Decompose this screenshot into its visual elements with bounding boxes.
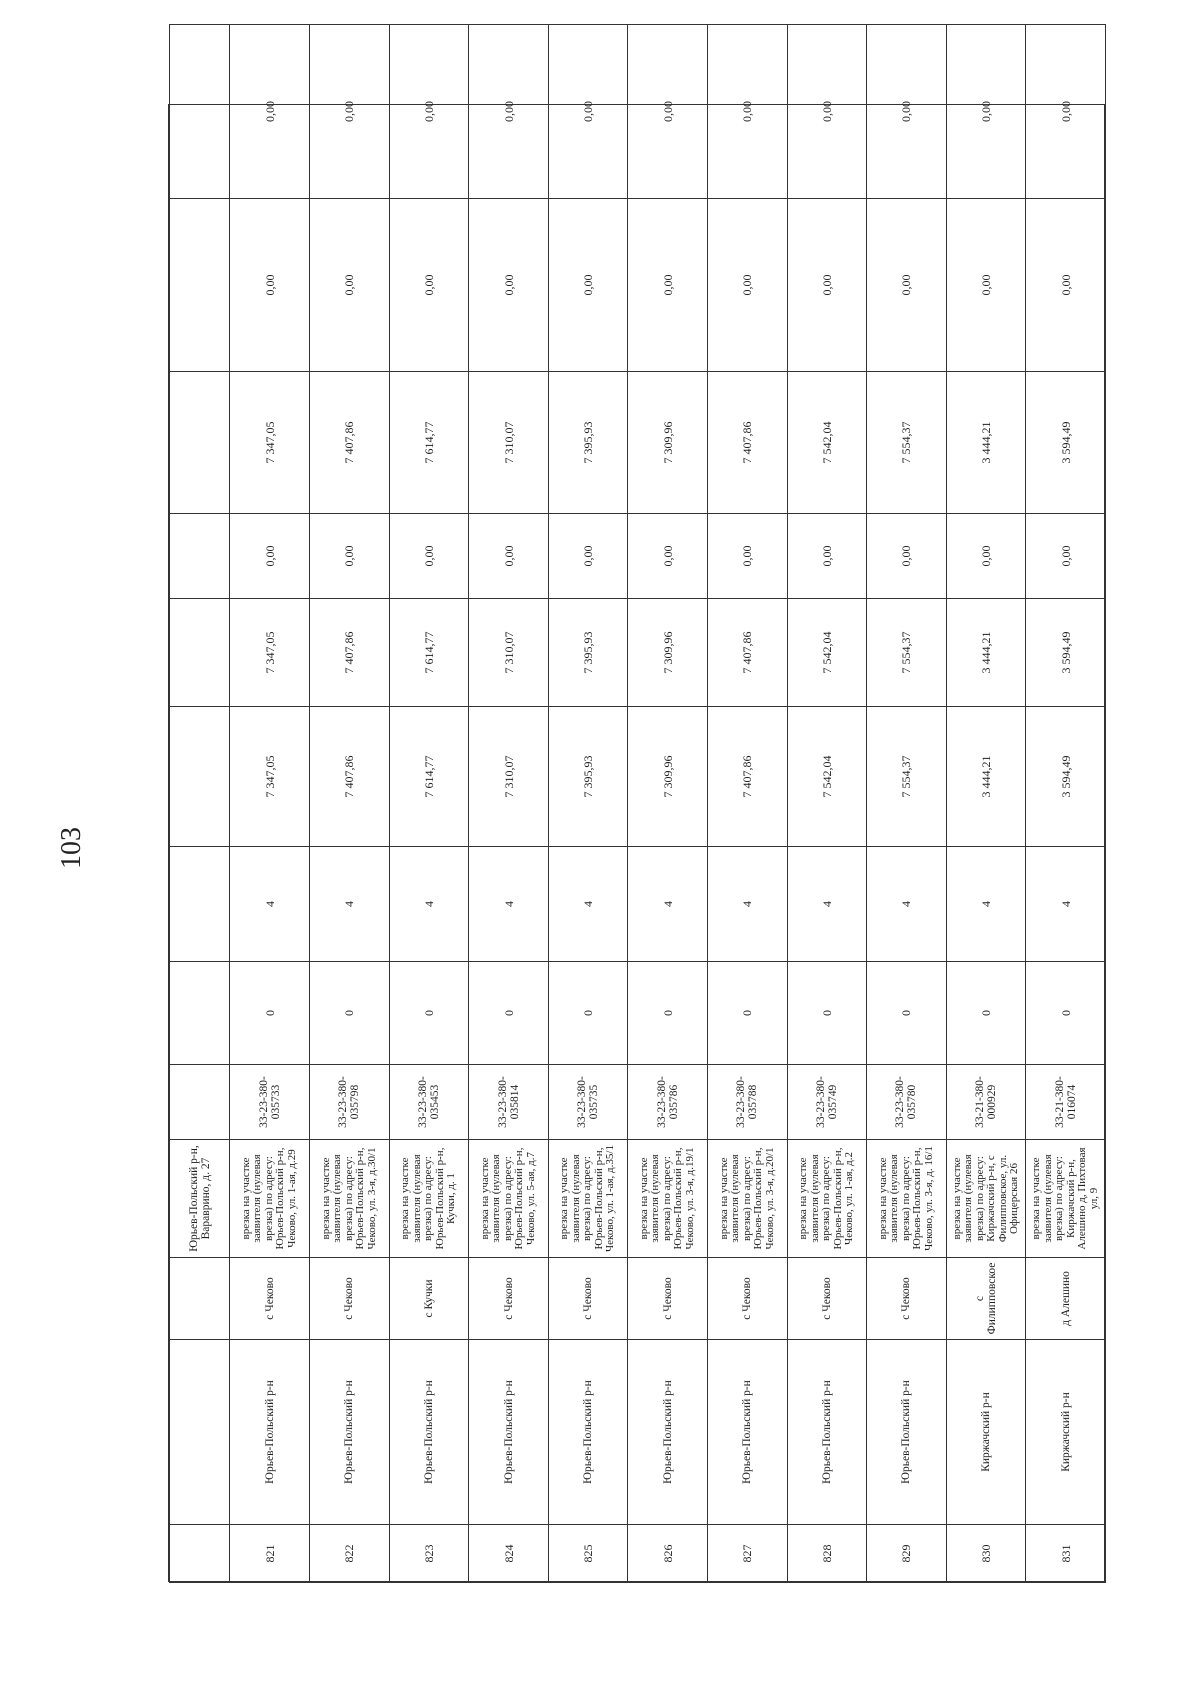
amount-cell: 0,00 <box>310 199 390 372</box>
value-cell: 0 <box>628 962 708 1065</box>
district-cell: Юрьев-Польский р-н <box>628 1340 708 1525</box>
value-cell: 4 <box>787 847 867 962</box>
table-row <box>946 25 1026 1583</box>
settlement-cell: с Чеково <box>310 1258 390 1340</box>
cadastral-number-cell: 33-23-380-035814 <box>469 1065 549 1140</box>
row-number-cell: 831 <box>1026 1525 1106 1583</box>
amount-cell: 7 554,37 <box>867 599 947 707</box>
header-cell <box>170 847 230 962</box>
address-cell: врезка на участке заявителя (нулевая врезка) по адресу: Юрьев-Польский р-н, Чеково, ул. 1-ая, д.2 <box>787 1140 867 1258</box>
cadastral-number-cell: 33-21-380-016074 <box>1026 1065 1106 1140</box>
address-cell: врезка на участке заявителя (нулевая врезка) по адресу: Юрьев-Польский р-н, Чеково, ул. 1-ая, д.35/1 <box>548 1140 628 1258</box>
settlement-cell: с Чеково <box>548 1258 628 1340</box>
amount-cell: 7 407,86 <box>310 707 390 847</box>
value-cell: 0 <box>548 962 628 1065</box>
amount-cell: 0,00 <box>389 514 469 599</box>
settlement-cell: с Филипповское <box>946 1258 1026 1340</box>
value-cell: 4 <box>946 847 1026 962</box>
rotated-table-wrapper <box>169 101 1106 1583</box>
cadastral-number-cell: 33-21-380-000929 <box>946 1065 1026 1140</box>
amount-cell: 0,00 <box>548 514 628 599</box>
amount-cell: 0,00 <box>389 25 469 199</box>
value-cell: 4 <box>708 847 788 962</box>
value-cell: 4 <box>230 847 310 962</box>
table-row <box>548 25 628 1583</box>
amount-cell: 0,00 <box>469 514 549 599</box>
amount-cell: 0,00 <box>708 25 788 199</box>
header-cell <box>170 1065 230 1140</box>
cadastral-number-cell: 33-23-380-035453 <box>389 1065 469 1140</box>
amount-cell: 7 395,93 <box>548 599 628 707</box>
row-number-cell: 826 <box>628 1525 708 1583</box>
amount-cell: 3 594,49 <box>1026 599 1106 707</box>
amount-cell: 0,00 <box>548 199 628 372</box>
value-cell: 0 <box>230 962 310 1065</box>
table-row <box>389 25 469 1583</box>
amount-cell: 0,00 <box>708 199 788 372</box>
district-cell: Юрьев-Польский р-н <box>389 1340 469 1525</box>
amount-cell: 7 309,96 <box>628 599 708 707</box>
row-number-cell: 822 <box>310 1525 390 1583</box>
district-cell: Юрьев-Польский р-н <box>708 1340 788 1525</box>
amount-cell: 7 395,93 <box>548 707 628 847</box>
amount-cell: 0,00 <box>1026 199 1106 372</box>
cadastral-number-cell: 33-23-380-035786 <box>628 1065 708 1140</box>
address-cell: врезка на участке заявителя (нулевая врезка) по адресу: Юрьев-Польский р-н, Чеково, ул. 3-я, д.20/1 <box>708 1140 788 1258</box>
district-cell: Киржачский р-н <box>1026 1340 1106 1525</box>
header-cell <box>170 199 230 372</box>
header-cell <box>170 25 230 199</box>
amount-cell: 7 347,05 <box>230 599 310 707</box>
district-cell: Юрьев-Польский р-н <box>230 1340 310 1525</box>
district-cell: Юрьев-Польский р-н <box>310 1340 390 1525</box>
amount-cell: 3 444,21 <box>946 707 1026 847</box>
value-cell: 0 <box>310 962 390 1065</box>
address-cell: врезка на участке заявителя (нулевая врезка) по адресу: Юрьев-Польский р-н, Чеково, ул. 5-ая, д.7 <box>469 1140 549 1258</box>
value-cell: 4 <box>469 847 549 962</box>
amount-cell: 0,00 <box>787 199 867 372</box>
amount-cell: 7 310,07 <box>469 372 549 514</box>
row-number-cell: 824 <box>469 1525 549 1583</box>
address-cell: врезка на участке заявителя (нулевая врезка) по адресу: Киржачский р-н, с Филипповское, ул. Офицерская 26 <box>946 1140 1026 1258</box>
amount-cell: 7 310,07 <box>469 599 549 707</box>
header-cell <box>170 1340 230 1525</box>
settlement-cell: с Кучки <box>389 1258 469 1340</box>
value-cell: 4 <box>310 847 390 962</box>
address-cell: врезка на участке заявителя (нулевая врезка) по адресу: Юрьев-Польский р-н, Чеково, ул. 1-ая, д.29 <box>230 1140 310 1258</box>
table-row <box>1026 25 1106 1583</box>
amount-cell: 7 347,05 <box>230 372 310 514</box>
amount-cell: 0,00 <box>628 514 708 599</box>
table-row <box>230 25 310 1583</box>
value-cell: 0 <box>389 962 469 1065</box>
district-cell: Юрьев-Польский р-н <box>548 1340 628 1525</box>
amount-cell: 0,00 <box>389 199 469 372</box>
settlement-cell: д Алешино <box>1026 1258 1106 1340</box>
cadastral-number-cell: 33-23-380-035780 <box>867 1065 947 1140</box>
value-cell: 4 <box>389 847 469 962</box>
amount-cell: 7 542,04 <box>787 372 867 514</box>
row-number-cell: 823 <box>389 1525 469 1583</box>
cadastral-number-cell: 33-23-380-035749 <box>787 1065 867 1140</box>
header-cell <box>170 372 230 514</box>
page-number: 103 <box>56 827 87 869</box>
address-cell: врезка на участке заявителя (нулевая врезка) по адресу: Киржачский р-н, Алешино д, Пихтовая ул, 9 <box>1026 1140 1106 1258</box>
district-cell: Юрьев-Польский р-н <box>787 1340 867 1525</box>
amount-cell: 0,00 <box>469 25 549 199</box>
amount-cell: 7 407,86 <box>708 372 788 514</box>
value-cell: 0 <box>867 962 947 1065</box>
row-number-cell: 829 <box>867 1525 947 1583</box>
district-cell: Юрьев-Польский р-н <box>469 1340 549 1525</box>
settlement-cell: с Чеково <box>787 1258 867 1340</box>
settlement-cell: с Чеково <box>867 1258 947 1340</box>
amount-cell: 7 614,77 <box>389 372 469 514</box>
amount-cell: 7 407,86 <box>310 372 390 514</box>
amount-cell: 7 614,77 <box>389 599 469 707</box>
value-cell: 4 <box>628 847 708 962</box>
document-sheet <box>168 101 1105 1582</box>
amount-cell: 7 614,77 <box>389 707 469 847</box>
amount-cell: 0,00 <box>469 199 549 372</box>
value-cell: 0 <box>946 962 1026 1065</box>
amount-cell: 3 444,21 <box>946 372 1026 514</box>
amount-cell: 0,00 <box>867 514 947 599</box>
amount-cell: 0,00 <box>867 25 947 199</box>
amount-cell: 0,00 <box>946 25 1026 199</box>
value-cell: 0 <box>1026 962 1106 1065</box>
amount-cell: 0,00 <box>628 199 708 372</box>
value-cell: 4 <box>548 847 628 962</box>
applications-table <box>169 24 1106 1583</box>
table-row <box>469 25 549 1583</box>
settlement-cell: с Чеково <box>230 1258 310 1340</box>
amount-cell: 0,00 <box>230 25 310 199</box>
row-number-cell: 830 <box>946 1525 1026 1583</box>
header-cell <box>170 514 230 599</box>
amount-cell: 0,00 <box>628 25 708 199</box>
amount-cell: 0,00 <box>310 514 390 599</box>
amount-cell: 7 554,37 <box>867 372 947 514</box>
header-cell <box>170 707 230 847</box>
amount-cell: 7 310,07 <box>469 707 549 847</box>
amount-cell: 0,00 <box>787 514 867 599</box>
value-cell: 0 <box>708 962 788 1065</box>
amount-cell: 0,00 <box>1026 514 1106 599</box>
amount-cell: 7 395,93 <box>548 372 628 514</box>
settlement-cell: с Чеково <box>469 1258 549 1340</box>
amount-cell: 3 444,21 <box>946 599 1026 707</box>
table-row <box>787 25 867 1583</box>
row-number-cell: 825 <box>548 1525 628 1583</box>
table-body <box>170 25 1106 1583</box>
header-cell <box>170 1525 230 1583</box>
cadastral-number-cell: 33-23-380-035788 <box>708 1065 788 1140</box>
amount-cell: 7 309,96 <box>628 372 708 514</box>
amount-cell: 7 407,86 <box>708 707 788 847</box>
amount-cell: 0,00 <box>787 25 867 199</box>
district-cell: Киржачский р-н <box>946 1340 1026 1525</box>
amount-cell: 7 407,86 <box>310 599 390 707</box>
amount-cell: 7 542,04 <box>787 707 867 847</box>
address-cell: врезка на участке заявителя (нулевая врезка) по адресу: Юрьев-Польский р-н, Чеково, ул. 3-я, д.30/1 <box>310 1140 390 1258</box>
row-number-cell: 827 <box>708 1525 788 1583</box>
settlement-cell: с Чеково <box>628 1258 708 1340</box>
cadastral-number-cell: 33-23-380-035733 <box>230 1065 310 1140</box>
value-cell: 0 <box>469 962 549 1065</box>
amount-cell: 7 347,05 <box>230 707 310 847</box>
table-row <box>708 25 788 1583</box>
amount-cell: 0,00 <box>708 514 788 599</box>
value-cell: 4 <box>867 847 947 962</box>
header-cell <box>170 599 230 707</box>
amount-cell: 0,00 <box>310 25 390 199</box>
district-cell: Юрьев-Польский р-н <box>867 1340 947 1525</box>
value-cell: 4 <box>1026 847 1106 962</box>
settlement-cell: с Чеково <box>708 1258 788 1340</box>
header-cell: Юрьев-Польский р-н, Вараврино, д. 27 <box>170 1140 230 1258</box>
address-cell: врезка на участке заявителя (нулевая врезка) по адресу: Юрьев-Польский р-н, Чеково, ул. 3-я, д.19/1 <box>628 1140 708 1258</box>
amount-cell: 3 594,49 <box>1026 707 1106 847</box>
header-cell <box>170 962 230 1065</box>
amount-cell: 0,00 <box>946 199 1026 372</box>
address-cell: врезка на участке заявителя (нулевая врезка) по адресу: Юрьев-Польский р-н, Кучки, д. 1 <box>389 1140 469 1258</box>
value-cell: 0 <box>787 962 867 1065</box>
amount-cell: 0,00 <box>867 199 947 372</box>
header-cell <box>170 1258 230 1340</box>
amount-cell: 7 407,86 <box>708 599 788 707</box>
cadastral-number-cell: 33-23-380-035735 <box>548 1065 628 1140</box>
table-row <box>628 25 708 1583</box>
amount-cell: 0,00 <box>230 514 310 599</box>
amount-cell: 7 554,37 <box>867 707 947 847</box>
amount-cell: 7 309,96 <box>628 707 708 847</box>
amount-cell: 0,00 <box>1026 25 1106 199</box>
row-number-cell: 821 <box>230 1525 310 1583</box>
row-number-cell: 828 <box>787 1525 867 1583</box>
address-cell: врезка на участке заявителя (нулевая врезка) по адресу: Юрьев-Польский р-н, Чеково, ул. 3-я, д. 16/1 <box>867 1140 947 1258</box>
cadastral-number-cell: 33-23-380-035798 <box>310 1065 390 1140</box>
amount-cell: 0,00 <box>946 514 1026 599</box>
header-continuation-row <box>170 25 230 1583</box>
amount-cell: 0,00 <box>230 199 310 372</box>
amount-cell: 0,00 <box>548 25 628 199</box>
amount-cell: 3 594,49 <box>1026 372 1106 514</box>
table-row <box>867 25 947 1583</box>
table-row <box>310 25 390 1583</box>
amount-cell: 7 542,04 <box>787 599 867 707</box>
